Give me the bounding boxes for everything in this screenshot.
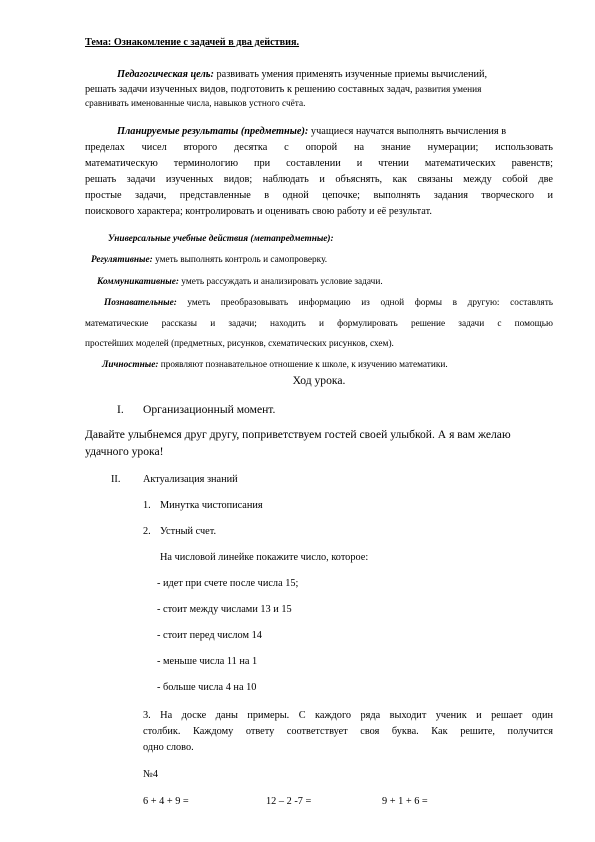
task-intro: На числовой линейке покажите число, которое: xyxy=(160,552,369,563)
uud-regulative xyxy=(91,255,327,265)
section-1-title: Организационный момент. xyxy=(143,403,276,416)
bullet-1: - идет при счете после числа 15; xyxy=(157,578,299,589)
uud-heading: Универсальные учебные действия (метапредметные): xyxy=(108,234,334,244)
number-label: №4 xyxy=(143,769,158,780)
goal-line-2 xyxy=(85,84,481,95)
list-item-1-number: 1. xyxy=(143,500,151,511)
bullet-3: - стоит перед числом 14 xyxy=(157,630,262,641)
section-2-title: Актуализация знаний xyxy=(143,474,238,485)
uud-personal xyxy=(102,360,448,370)
results-text-2: пределах чисел второго десятка с опорой на знание нумерации; использовать xyxy=(85,142,553,153)
bullet-5: - больше числа 4 на 10 xyxy=(157,682,257,693)
bullet-2: - стоит между числами 13 и 15 xyxy=(157,604,292,615)
communicative-text: уметь рассуждать и анализировать условие задачи. xyxy=(181,277,383,287)
results-line-1 xyxy=(117,126,506,137)
communicative-label: Коммуникативные: xyxy=(97,277,179,287)
goal-text-3: сравнивать именованные числа, навыков устного счёта. xyxy=(85,99,306,109)
results-text-1: учащиеся научатся выполнять вычисления в xyxy=(310,126,507,137)
goal-line-1 xyxy=(117,69,553,80)
results-text-5: простые задачи, представленные в одной цепочке; выполнять задания творческого и xyxy=(85,190,553,201)
page-title: Тема: Ознакомление с задачей в два действия. xyxy=(85,37,300,48)
list-item-1-text: Минутка чистописания xyxy=(160,500,263,511)
example-3: 9 + 1 + 6 = xyxy=(382,796,428,807)
personal-text: проявляют познавательное отношение к школе, к изучению математики. xyxy=(160,360,448,370)
example-1: 6 + 4 + 9 = xyxy=(143,796,189,807)
goal-text-1: развивать умения применять изученные приемы вычислений, xyxy=(216,69,488,80)
goal-label: Педагогическая цель: xyxy=(117,69,214,80)
uud-communicative xyxy=(97,277,383,287)
results-text-3: математическую терминологию при составлении и чтении математических равенств; xyxy=(85,158,553,169)
item-3-line-3: одно слово. xyxy=(143,742,194,753)
example-2: 12 – 2 -7 = xyxy=(266,796,312,807)
list-item-2-text: Устный счет. xyxy=(160,526,217,537)
cognitive-label: Познавательные: xyxy=(104,298,177,308)
cognitive-text-3: простейших моделей (предметных, рисунков, схематических рисунков, схем). xyxy=(85,339,394,349)
personal-label: Личностные: xyxy=(102,360,159,370)
goal-text-2b: развития умения xyxy=(415,85,482,95)
results-text-4: решать задачи изученных видов; наблюдать и объяснять, как связаны между собой две xyxy=(85,174,553,185)
section-1-number: I. xyxy=(117,403,124,416)
greeting-line-1: Давайте улыбнемся друг другу, поприветствуем гостей своей улыбкой. А я вам желаю xyxy=(85,428,511,441)
cognitive-text-2: математические рассказы и задачи; находить и формулировать решение задачи с помощью xyxy=(85,319,553,329)
uud-cognitive-line-1 xyxy=(104,298,553,308)
greeting-line-2: удачного урока! xyxy=(85,445,164,458)
bullet-4: - меньше числа 11 на 1 xyxy=(157,656,258,667)
section-2-number: II. xyxy=(111,474,121,485)
regulative-label: Регулятивные: xyxy=(91,255,153,265)
item-3-line-1: 3. На доске даны примеры. С каждого ряда выходит ученик и решает один xyxy=(143,710,553,721)
results-text-6: поискового характера; контролировать и оценивать свою работу и её результат. xyxy=(85,206,432,217)
goal-text-2: решать задачи изученных видов, подготовить к решению составных задач, xyxy=(85,84,413,95)
list-item-2-number: 2. xyxy=(143,526,151,537)
cognitive-text-1: уметь преобразовывать информацию из одной формы в другую: составлять xyxy=(187,298,553,308)
item-3-line-2: столбик. Каждому ответу соответствует своя буква. Как решите, получится xyxy=(143,726,553,737)
lesson-heading: Ход урока. xyxy=(292,374,346,387)
regulative-text: уметь выполнять контроль и самопроверку. xyxy=(155,255,328,265)
results-label: Планируемые результаты (предметные): xyxy=(117,126,309,137)
